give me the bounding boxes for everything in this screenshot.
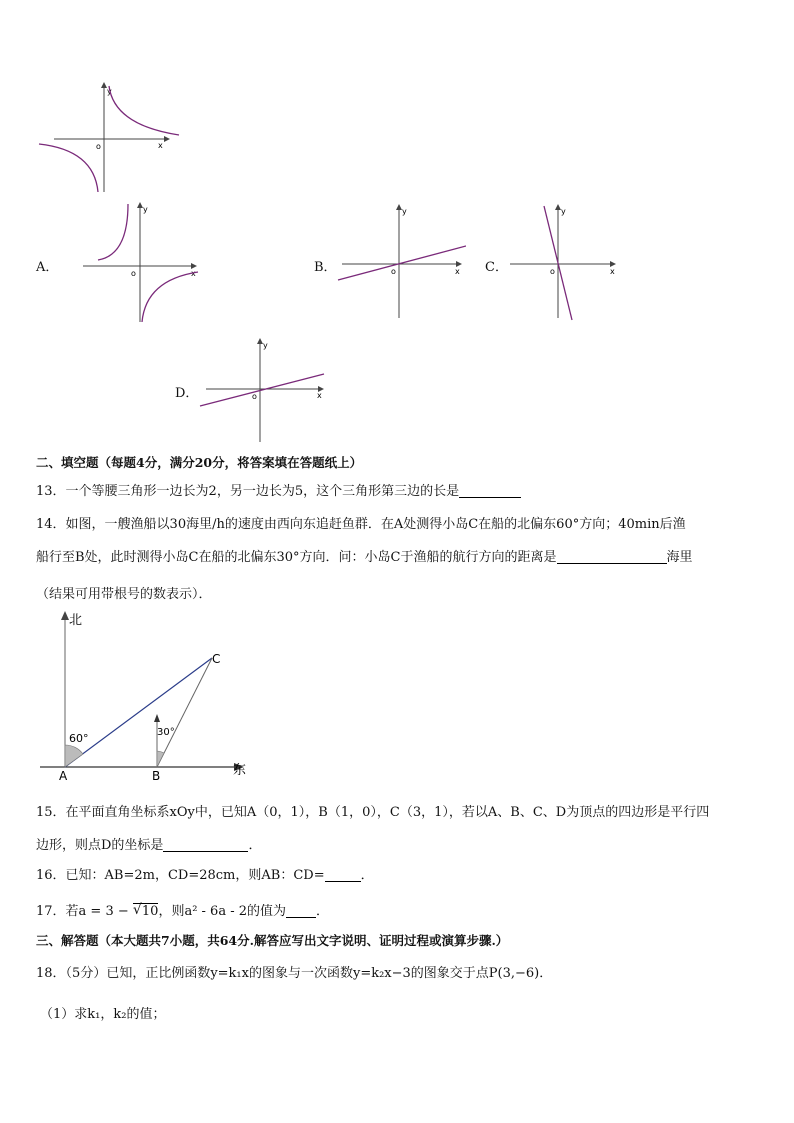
east-label: 东 <box>233 763 247 778</box>
question-14-line2 <box>36 546 693 565</box>
reference-graph <box>34 80 184 195</box>
option-d-graph <box>198 334 330 444</box>
point-a-label: A <box>59 769 68 782</box>
origin-label: o <box>131 269 136 278</box>
sqrt-sign: √ 10 <box>132 902 159 919</box>
angle-a-label: 60° <box>69 732 89 745</box>
axis-y-label: y <box>561 207 566 216</box>
axis-x-label: x <box>191 269 196 278</box>
axis-y-label: y <box>402 207 407 216</box>
axis-x-label: x <box>317 391 322 400</box>
q14-unit: 海里 <box>666 550 693 565</box>
option-b-label: B． <box>314 260 337 275</box>
q14-line1: 14．如图，一艘渔船以30海里/h的速度由西向东追赶鱼群．在A处测得小岛C在船的北偏东60°方向；40min后渔 <box>36 517 686 532</box>
question-13 <box>36 480 521 499</box>
q17-text-a: 17．若a = 3 − <box>36 904 133 919</box>
q17-text-b: ，则a² - 6a - 2的值为 <box>158 904 287 919</box>
hyperbola-branch-2 <box>39 144 98 192</box>
hyperbola-branch-1 <box>109 86 179 135</box>
axis-x-label: x <box>158 141 163 150</box>
point-b-label: B <box>152 769 161 782</box>
axis-x-label: x <box>455 267 460 276</box>
q15-line1: 15．在平面直角坐标系xOy中，已知A（0，1），B（1，0），C（3，1），若以A、B、C、D为顶点的四边形是平行四 <box>36 805 710 820</box>
option-b-graph <box>336 200 466 320</box>
north-label: 北 <box>69 613 83 628</box>
q16-end: ． <box>360 868 374 883</box>
q17-sqrt-arg: 10 <box>141 904 159 919</box>
section3-heading: 三、解答题（本大题共7小题，共64分.解答应写出文字说明、证明过程或演算步骤.） <box>36 933 509 948</box>
figure-14 <box>40 608 260 782</box>
question-17 <box>36 900 329 919</box>
q14-line3: （结果可用带根号的数表示）． <box>36 587 212 602</box>
q17-end: ． <box>316 904 330 919</box>
origin-label: o <box>550 267 555 276</box>
axis-y-label: y <box>143 205 148 214</box>
q16-answer-blank[interactable] <box>325 867 361 882</box>
q13-answer-blank[interactable] <box>459 483 521 498</box>
q17-answer-blank[interactable] <box>286 903 316 918</box>
axis-y-label: y <box>107 87 112 96</box>
option-a-graph <box>78 200 203 325</box>
question-16 <box>36 864 374 883</box>
option-d-label: D． <box>175 386 199 401</box>
q16-text: 16．已知：AB=2m，CD=28cm，则AB：CD= <box>36 868 325 883</box>
q18-sub1: （1）求k₁，k₂的值； <box>40 1007 166 1022</box>
point-c-label: C <box>212 652 221 666</box>
q18-text: 18．（5分）已知，正比例函数y=k₁x的图象与一次函数y=k₂x−3的图象交于点P(3,−6)． <box>36 966 553 981</box>
origin-label: o <box>96 142 101 151</box>
option-c-graph <box>506 200 622 322</box>
origin-label: o <box>252 392 257 401</box>
q14-answer-blank[interactable] <box>557 549 667 564</box>
origin-label: o <box>391 267 396 276</box>
option-a-label: A． <box>36 260 59 275</box>
q15-end: ． <box>248 838 262 853</box>
axis-x-label: x <box>610 267 615 276</box>
question-15-line2 <box>36 834 261 853</box>
q15-line2-text: 边形，则点D的坐标是 <box>36 838 164 853</box>
option-c-label: C． <box>485 260 508 275</box>
angle-b-label: 30° <box>157 727 175 738</box>
section2-heading: 二、填空题（每题4分，满分20分，将答案填在答题纸上） <box>36 455 363 470</box>
axis-y-label: y <box>263 341 268 350</box>
q14-line2-text: 船行至B处，此时测得小岛C在船的北偏东30°方向．问：小岛C于渔船的航行方向的距离是 <box>36 550 557 565</box>
q15-answer-blank[interactable] <box>163 837 248 852</box>
q13-text: 13．一个等腰三角形一边长为2，另一边长为5，这个三角形第三边的长是 <box>36 484 460 499</box>
